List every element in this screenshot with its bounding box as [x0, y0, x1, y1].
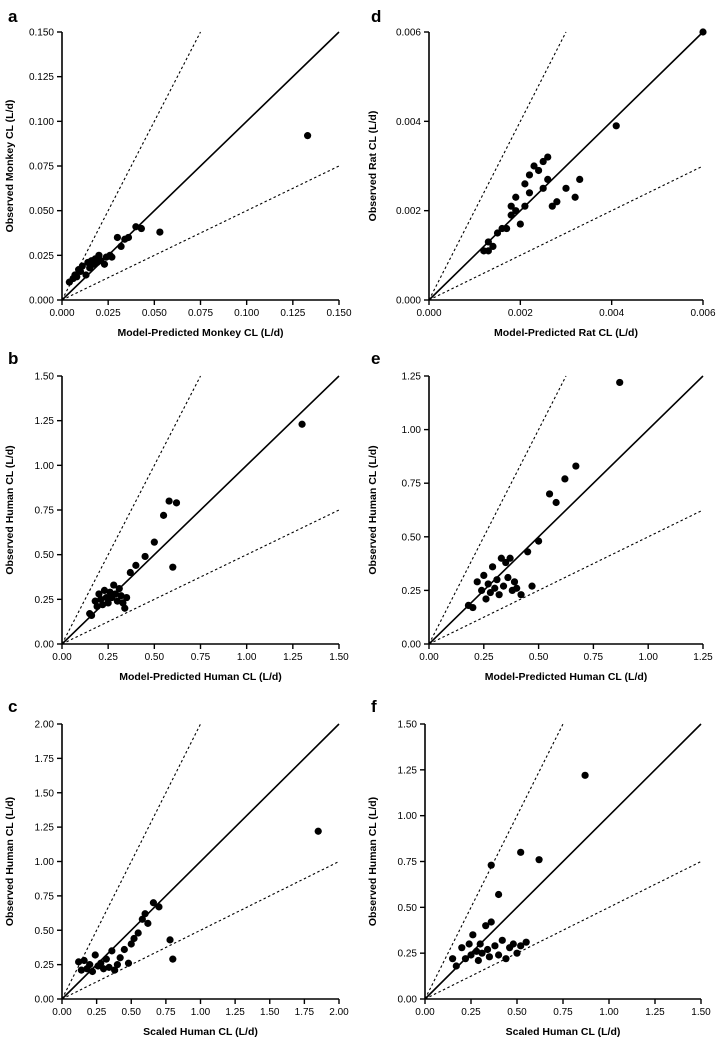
x-tick-label: 0.50: [121, 1007, 141, 1018]
panel-letter-c: c: [8, 697, 18, 716]
x-tick-label: 1.00: [236, 652, 257, 663]
y-tick-label: 1.25: [34, 416, 54, 428]
y-tick-label: 0.50: [34, 925, 54, 937]
data-point: [510, 940, 517, 947]
plot-svg-c: [0, 710, 363, 1039]
x-tick-label: 0.50: [528, 652, 549, 663]
data-point: [478, 587, 485, 594]
data-point: [488, 862, 495, 869]
reference-line-lower-2fold: [425, 862, 701, 1000]
data-point: [144, 920, 151, 927]
data-point: [103, 956, 110, 963]
data-point: [125, 960, 132, 967]
data-point: [482, 595, 489, 602]
x-tick-label: 0.000: [49, 308, 75, 319]
y-tick-label: 0.25: [401, 585, 421, 597]
data-point: [108, 947, 115, 954]
y-tick-label: 1.00: [401, 425, 421, 437]
data-point: [298, 421, 305, 428]
reference-line-lower-2fold: [62, 862, 339, 1000]
y-tick-label: 1.50: [397, 719, 417, 731]
x-tick-label: 0.00: [52, 652, 72, 663]
y-tick-label: 1.25: [401, 371, 421, 383]
x-tick-label: 0.00: [419, 652, 439, 663]
panel-letter-d: d: [371, 7, 382, 26]
data-point: [304, 132, 311, 139]
x-tick-label: 0.150: [326, 308, 352, 319]
data-point: [491, 942, 498, 949]
y-tick-label: 1.00: [34, 857, 54, 868]
scatter-plot-c: [0, 710, 363, 1039]
data-point: [484, 946, 491, 953]
y-tick-label: 0.000: [395, 295, 421, 307]
x-axis-title: Scaled Human CL (L/d): [505, 1026, 621, 1038]
data-point: [86, 961, 93, 968]
data-point: [544, 153, 551, 160]
y-tick-label: 0.050: [28, 206, 54, 218]
y-tick-label: 0.25: [34, 960, 54, 972]
x-tick-label: 1.75: [294, 1007, 315, 1018]
x-tick-label: 0.100: [234, 308, 260, 319]
y-tick-label: 0.50: [34, 550, 54, 562]
y-tick-label: 0.75: [34, 891, 54, 903]
x-tick-label: 1.25: [645, 1007, 665, 1018]
data-point: [535, 856, 542, 863]
x-tick-label: 1.25: [283, 652, 303, 663]
reference-line-upper-2fold: [429, 32, 566, 300]
x-tick-label: 0.125: [280, 308, 306, 319]
y-axis-title: Observed Human CL (L/d): [4, 796, 16, 927]
data-point: [121, 605, 128, 612]
data-point: [576, 176, 583, 183]
data-point: [553, 198, 560, 205]
data-point: [151, 539, 158, 546]
data-point: [135, 929, 142, 936]
data-point: [489, 243, 496, 250]
data-point: [155, 903, 162, 910]
data-point: [526, 171, 533, 178]
x-axis-title: Model-Predicted Monkey CL (L/d): [117, 327, 284, 339]
x-tick-label: 0.25: [461, 1007, 481, 1018]
y-tick-label: 0.75: [397, 857, 417, 868]
data-point: [101, 261, 108, 268]
data-point: [523, 939, 530, 946]
data-point: [449, 955, 456, 962]
data-point: [616, 379, 623, 386]
data-point: [169, 956, 176, 963]
reference-line-upper-2fold: [425, 724, 563, 999]
reference-line-upper-2fold: [62, 376, 201, 644]
y-tick-label: 1.75: [34, 753, 54, 765]
y-tick-label: 0.006: [395, 27, 421, 39]
reference-line-lower-2fold: [62, 510, 339, 644]
panel-b: [0, 348, 363, 688]
data-point: [485, 580, 492, 587]
panel-letter-a: a: [8, 7, 18, 26]
plot-svg-d: [363, 18, 727, 340]
data-point: [88, 612, 95, 619]
x-tick-label: 1.50: [691, 1007, 711, 1018]
data-point: [535, 167, 542, 174]
x-tick-label: 0.050: [141, 308, 167, 319]
data-point: [504, 574, 511, 581]
y-axis-title: Observed Monkey CL (L/d): [4, 99, 16, 233]
x-tick-label: 0.25: [98, 652, 118, 663]
data-point: [613, 122, 620, 129]
y-tick-label: 1.00: [397, 811, 417, 823]
panel-letter-e: e: [371, 349, 381, 368]
data-point: [160, 512, 167, 519]
data-point: [699, 28, 706, 35]
data-point: [488, 918, 495, 925]
data-point: [138, 225, 145, 232]
data-point: [125, 234, 132, 241]
data-point: [544, 176, 551, 183]
data-point: [491, 585, 498, 592]
y-tick-label: 0.075: [28, 161, 54, 173]
data-point: [142, 553, 149, 560]
x-tick-label: 0.00: [415, 1007, 435, 1018]
data-point: [493, 576, 500, 583]
x-axis-title: Model-Predicted Human CL (L/d): [119, 671, 282, 683]
data-point: [513, 585, 520, 592]
data-point: [553, 499, 560, 506]
data-point: [114, 961, 121, 968]
data-point: [173, 499, 180, 506]
data-point: [512, 194, 519, 201]
data-point: [581, 772, 588, 779]
data-point: [528, 583, 535, 590]
y-tick-label: 0.125: [28, 72, 54, 84]
data-point: [123, 594, 130, 601]
data-point: [315, 828, 322, 835]
y-tick-label: 0.100: [28, 116, 54, 128]
y-tick-label: 0.75: [34, 505, 54, 517]
scatter-plot-d: [363, 18, 727, 340]
data-point: [495, 951, 502, 958]
data-point: [127, 569, 134, 576]
data-point: [117, 954, 124, 961]
scatter-plot-f: [363, 710, 727, 1039]
y-axis-title: Observed Rat CL (L/d): [367, 110, 379, 222]
data-point: [521, 203, 528, 210]
x-tick-label: 0.50: [507, 1007, 527, 1018]
plot-svg-e: [363, 362, 727, 684]
y-axis-title: Observed Human CL (L/d): [4, 445, 16, 575]
x-tick-label: 0.50: [144, 652, 165, 663]
y-tick-label: 0.004: [395, 116, 421, 128]
y-tick-label: 1.50: [34, 788, 54, 800]
y-tick-label: 0.00: [397, 994, 417, 1006]
data-point: [474, 578, 481, 585]
x-axis-title: Model-Predicted Human CL (L/d): [484, 671, 648, 683]
x-tick-label: 0.002: [507, 308, 533, 319]
y-tick-label: 0.25: [397, 948, 417, 960]
data-point: [475, 957, 482, 964]
y-axis-title: Observed Human CL (L/d): [367, 445, 379, 575]
x-tick-label: 0.75: [553, 1007, 573, 1018]
data-point: [526, 189, 533, 196]
data-point: [82, 271, 89, 278]
data-point: [561, 475, 568, 482]
y-tick-label: 0.000: [28, 295, 54, 307]
y-tick-label: 1.00: [34, 460, 54, 472]
data-point: [499, 937, 506, 944]
data-point: [540, 185, 547, 192]
data-point: [503, 225, 510, 232]
scatter-plot-b: [0, 362, 363, 684]
x-tick-label: 1.50: [260, 1007, 280, 1018]
data-point: [477, 940, 484, 947]
data-point: [114, 234, 121, 241]
panel-f: [363, 696, 727, 1043]
y-tick-label: 2.00: [34, 719, 54, 731]
data-point: [521, 180, 528, 187]
y-tick-label: 0.50: [401, 532, 421, 544]
data-point: [572, 462, 579, 469]
x-tick-label: 0.00: [52, 1007, 72, 1018]
x-axis-title: Model-Predicted Rat CL (L/d): [494, 327, 638, 339]
data-point: [92, 951, 99, 958]
reference-line-lower-2fold: [62, 166, 339, 300]
panel-c: [0, 696, 363, 1043]
y-tick-label: 0.00: [34, 994, 54, 1006]
data-point: [453, 962, 460, 969]
x-tick-label: 0.075: [187, 308, 214, 319]
x-tick-label: 0.75: [190, 652, 211, 663]
data-point: [517, 591, 524, 598]
y-tick-label: 0.25: [34, 594, 54, 606]
data-point: [495, 891, 502, 898]
x-tick-label: 1.25: [225, 1007, 245, 1018]
data-point: [517, 849, 524, 856]
y-axis-title: Observed Human CL (L/d): [367, 796, 379, 927]
panel-letter-b: b: [8, 349, 19, 368]
x-tick-label: 1.00: [190, 1007, 211, 1018]
reference-line-lower-2fold: [429, 510, 703, 644]
plot-svg-f: [363, 710, 727, 1039]
data-point: [480, 572, 487, 579]
panel-e: [363, 348, 727, 688]
x-tick-label: 1.25: [693, 652, 713, 663]
data-point: [116, 585, 123, 592]
data-point: [486, 953, 493, 960]
data-point: [562, 185, 569, 192]
x-tick-label: 1.50: [329, 652, 349, 663]
data-point: [535, 537, 542, 544]
x-tick-label: 1.00: [599, 1007, 619, 1018]
x-tick-label: 0.025: [95, 308, 121, 319]
y-tick-label: 0.00: [401, 639, 421, 651]
panel-a: [0, 0, 363, 340]
y-tick-label: 0.00: [34, 639, 54, 651]
x-tick-label: 0.75: [156, 1007, 176, 1018]
scatter-plot-a: [0, 18, 363, 340]
data-point: [524, 548, 531, 555]
x-axis-title: Scaled Human CL (L/d): [143, 1026, 258, 1038]
data-point: [142, 910, 149, 917]
data-point: [466, 940, 473, 947]
plot-svg-a: [0, 18, 363, 340]
data-point: [489, 563, 496, 570]
reference-line-upper-2fold: [62, 32, 201, 300]
data-point: [469, 931, 476, 938]
data-point: [517, 220, 524, 227]
data-point: [166, 936, 173, 943]
x-tick-label: 0.25: [474, 652, 494, 663]
data-point: [502, 955, 509, 962]
y-tick-label: 0.025: [28, 250, 54, 262]
data-point: [513, 950, 520, 957]
y-tick-label: 0.50: [397, 902, 417, 914]
data-point: [121, 946, 128, 953]
data-point: [500, 583, 507, 590]
scatter-plot-e: [363, 362, 727, 684]
y-tick-label: 1.50: [34, 371, 54, 383]
data-point: [469, 604, 476, 611]
data-point: [496, 591, 503, 598]
y-tick-label: 0.150: [28, 27, 54, 39]
data-point: [507, 555, 514, 562]
data-point: [89, 968, 96, 975]
x-tick-label: 0.004: [599, 308, 625, 319]
data-point: [156, 229, 163, 236]
data-point: [512, 207, 519, 214]
data-point: [117, 243, 124, 250]
data-point: [132, 562, 139, 569]
y-tick-label: 1.25: [34, 822, 54, 834]
x-tick-label: 0.000: [416, 308, 442, 319]
x-tick-label: 0.75: [583, 652, 604, 663]
y-tick-label: 0.75: [401, 478, 421, 490]
panel-letter-f: f: [371, 697, 377, 716]
x-tick-label: 0.006: [690, 308, 716, 319]
data-point: [169, 564, 176, 571]
plot-svg-b: [0, 362, 363, 684]
data-point: [166, 497, 173, 504]
data-point: [458, 944, 465, 951]
data-point: [511, 578, 518, 585]
data-point: [546, 490, 553, 497]
y-tick-label: 1.25: [397, 765, 417, 777]
y-tick-label: 0.002: [395, 206, 421, 218]
x-tick-label: 0.25: [86, 1007, 107, 1018]
x-tick-label: 2.00: [329, 1007, 349, 1018]
reference-line-upper-2fold: [429, 376, 566, 644]
data-point: [108, 254, 115, 261]
panel-d: [363, 0, 727, 340]
data-point: [572, 194, 579, 201]
reference-line-unity: [429, 32, 703, 300]
x-tick-label: 1.00: [638, 652, 658, 663]
